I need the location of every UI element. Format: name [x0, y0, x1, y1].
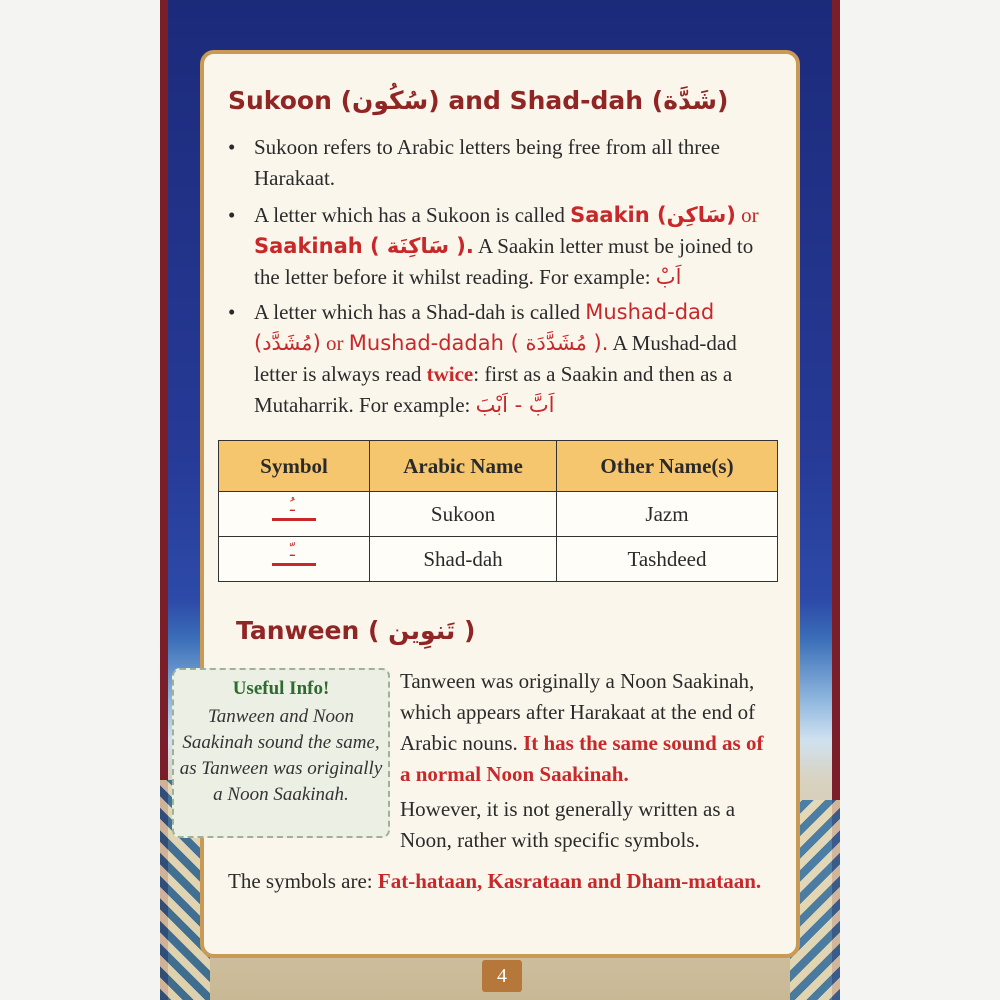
term-saakinah: Saakinah ( سَاكِنَة ).	[254, 234, 474, 258]
sukoon-bullets	[228, 132, 768, 421]
bullet-3-part3: A Mushad-dad letter is always read	[254, 331, 737, 386]
tanween-paragraph-3	[228, 866, 776, 897]
useful-info-title: Useful Info!	[232, 678, 330, 699]
table-header-row	[219, 441, 778, 492]
table-row	[219, 537, 778, 582]
shaddah-mark: ـّ	[290, 540, 295, 560]
sukoon-heading: Sukoon (سُكُون) and Shad-dah (شَدَّة)	[228, 86, 729, 115]
table-row	[219, 492, 778, 537]
sukoon-symbol	[272, 495, 316, 521]
symbol-table	[218, 440, 778, 582]
page-number: 4	[482, 960, 522, 992]
tanween-symbols-list: Fat-hataan, Kasrataan and Dham-mataan.	[377, 869, 762, 893]
term-saakin: Saakin (سَاكِن)	[570, 203, 736, 227]
bullet-3: • A letter which has a Shad-dah is called Mushad-dad (مُشَدَّد) or Mushad-dadah ( مُشَدَّدَة ). A Mushad-dad letter is always read twice: first as a Saakin and then as a Mutaharrik. For example: اَبَّ - اَبْبَ	[228, 300, 737, 417]
term-twice: twice	[426, 362, 474, 386]
tanween-paragraph-2: However, it is not generally written as a Noon, rather with specific symbols.	[400, 797, 736, 852]
table-header-arabic-name: Arabic Name	[370, 441, 557, 492]
term-mushad-dadah: Mushad-dadah ( مُشَدَّدَة ).	[348, 331, 609, 355]
bullet-1: • Sukoon refers to Arabic letters being free from all three Harakaat.	[228, 135, 720, 190]
symbol-cell	[219, 537, 370, 582]
bullet-2-part3: A Saakin letter must be joined to the letter before it whilst reading. For example:	[254, 234, 754, 289]
sukoon-mark: ـُ	[290, 495, 295, 515]
other-names-cell: Jazm	[557, 492, 778, 537]
shaddah-symbol	[272, 540, 316, 566]
bullet-3-part1: A letter which has a Shad-dah is called	[254, 300, 586, 324]
bullet-2-part1: A letter which has a Sukoon is called	[254, 203, 571, 227]
example-mushad-dad: اَبَّ - اَبْبَ	[475, 393, 555, 417]
useful-info-text: Tanween and Noon Saakinah sound the same, as Tanween was originally a Noon Saakinah.	[179, 706, 383, 805]
bullet-3-part4: : first as a Saakin and then as a Mutaharrik. For example:	[254, 362, 733, 417]
example-saakin: اَبْ	[655, 265, 682, 289]
tanween-paragraph-1	[400, 666, 774, 790]
table-header-symbol: Symbol	[219, 441, 370, 492]
term-mushad-dad: Mushad-dad (مُشَدَّد)	[254, 300, 715, 355]
tanween-para1-text: Tanween was originally a Noon Saakinah, which appears after Harakaat at the end of Arabic nouns.	[400, 669, 756, 755]
tanween-heading: Tanween ( تَنوِين )	[236, 616, 476, 645]
tanween-para1-highlight: It has the same sound as of a normal Noon Saakinah.	[400, 731, 764, 786]
arabic-name-cell: Shad-dah	[370, 537, 557, 582]
arabic-name-cell: Sukoon	[370, 492, 557, 537]
other-names-cell: Tashdeed	[557, 537, 778, 582]
bullet-1-text: Sukoon refers to Arabic letters being free from all three Harakaat.	[254, 135, 720, 190]
symbol-cell	[219, 492, 370, 537]
tanween-para3-text: The symbols are:	[228, 869, 378, 893]
table-header-other-names: Other Name(s)	[557, 441, 778, 492]
bullet-2: • A letter which has a Sukoon is called Saakin (سَاكِن) or Saakinah ( سَاكِنَة ). A Saakin letter must be joined to the letter before it whilst reading. For example: اَبْ	[228, 203, 759, 289]
useful-info-box	[172, 668, 390, 838]
bullet-2-or: or	[735, 203, 759, 227]
bullet-3-or: or	[320, 331, 349, 355]
